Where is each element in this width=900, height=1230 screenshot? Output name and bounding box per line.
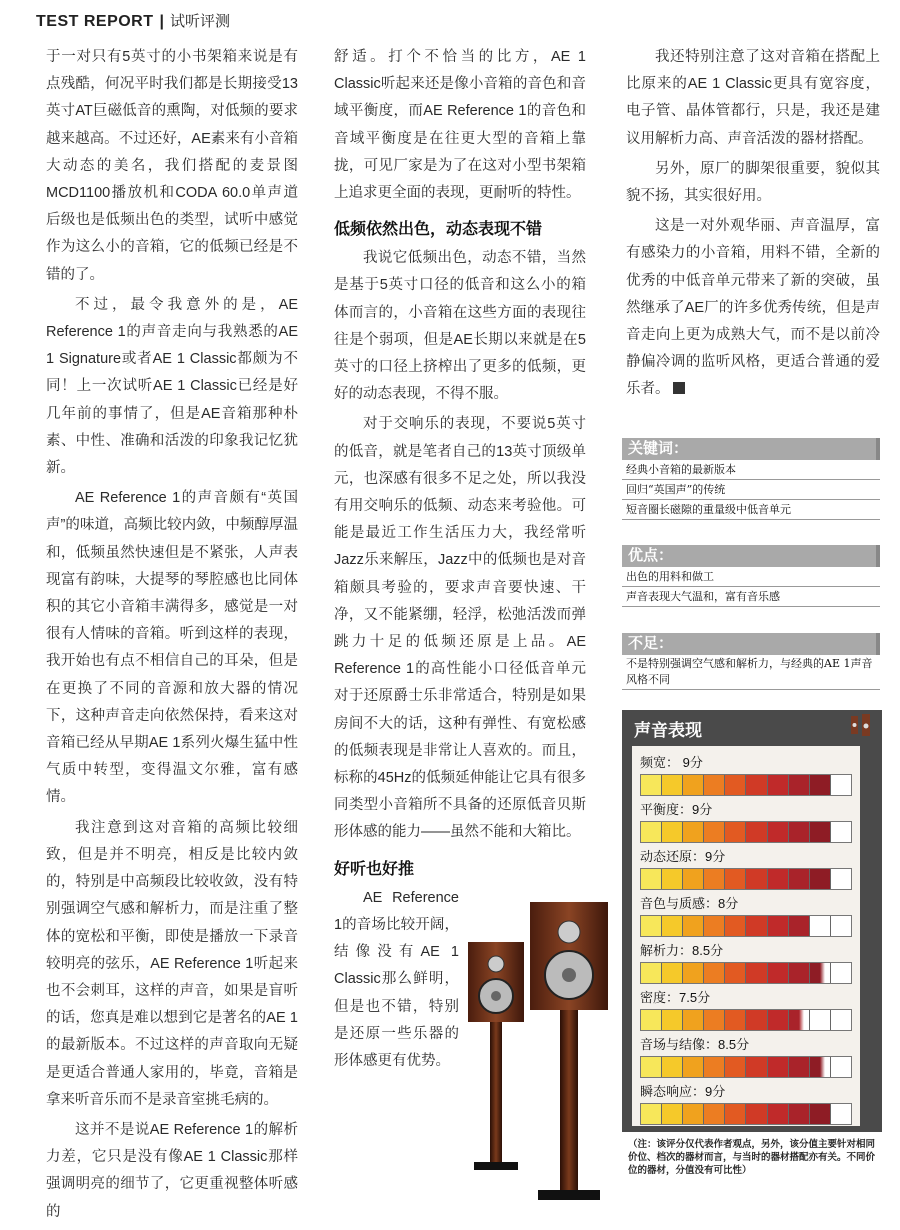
score-segment (704, 963, 725, 983)
score-segment (704, 1104, 725, 1124)
score-segment (810, 963, 831, 983)
score-label: 音色与质感：8分 (640, 896, 739, 911)
score-segment (662, 1010, 683, 1030)
subheading: 低频依然出色，动态表现不错 (334, 221, 543, 239)
score-bar (640, 821, 852, 843)
score-row (640, 752, 852, 796)
score-segment (662, 963, 683, 983)
paragraph-text: 这是一对外观华丽、声音温厚，富有感染力的小音箱，用料不错，全新的优秀的中低音单元带来了新的突破，虽然继承了AE厂的许多优秀传统，但是声音走向上更为成熟大气，而不是以前冷静偏冷调的监听风格，更适合普通的爱乐者。 (626, 218, 880, 398)
cons-title: 不足： (622, 633, 880, 655)
score-segment (704, 1010, 725, 1030)
score-segment (789, 1010, 810, 1030)
con-item: 不是特别强调空气感和解析力，与经典的AE 1声音风格不同 (622, 655, 880, 690)
score-segment (662, 869, 683, 889)
score-segment (746, 916, 767, 936)
paragraph: 另外，原厂的脚架很重要，貌似其貌不扬，其实很好用。 (626, 160, 880, 205)
score-segment (704, 1057, 725, 1077)
article-column-3 (626, 44, 880, 407)
section-category: 试听评测 (170, 13, 231, 30)
score-segment (641, 775, 662, 795)
score-segment (789, 775, 810, 795)
pros-title: 优点： (622, 545, 880, 567)
keyword-item: 回归“英国声”的传统 (622, 480, 880, 500)
score-title: 声音表现 (634, 721, 702, 740)
paragraph: AE Reference 1的声音颇有“英国声”的味道，高频比较内敛，中频醇厚温和，低频虽然快速但是不紧张，人声表现富有韵味，大提琴的琴腔感也比同体积的其它小音箱丰满得多，感觉是一对很有人情味的音箱。听到这样的表现，我开始也有点不相信自己的耳朵，但是在更换了不同的音源和放大器的情况下，这种声音走向依然保持，看来这对音箱已经从早期AE 1系列火爆生猛中性气质中转型，变得温文尔雅，富有感情。 (46, 490, 298, 806)
score-label: 频宽： 9分 (640, 755, 703, 770)
speaker-photo (460, 880, 620, 1225)
score-segment (810, 1010, 831, 1030)
score-row (640, 799, 852, 843)
pro-item: 声音表现大气温和，富有音乐感 (622, 587, 880, 607)
score-bar (640, 1056, 852, 1078)
score-row (640, 1081, 852, 1125)
paragraph: 舒适。打个不恰当的比方，AE 1 Classic听起来还是像小音箱的音色和音域平衡度，而AE Reference 1的音色和音域平衡度是在往更大型的音箱上靠拢，可见厂家是为了在这对小型书架箱上追求更全面的表现，更耐听的特性。 (334, 49, 586, 202)
score-segment (683, 822, 704, 842)
score-segment (746, 1104, 767, 1124)
score-segment (746, 963, 767, 983)
score-segment (768, 1104, 789, 1124)
score-segment (641, 822, 662, 842)
score-segment (831, 822, 851, 842)
score-segment (768, 963, 789, 983)
speaker-thumbnail-icon (848, 714, 874, 736)
paragraph: 对于交响乐的表现，不要说5英寸的低音，就是笔者自己的13英寸顶级单元，也深感有很多不足之处，所以我没有用交响乐的低频、动态来考验他。可能是最近工作生活压力大，我经常听Jazz乐来解压，Jazz中的低频也是对音箱颇具考验的，要求声音要快速、干净，又不能紧绷，轻浮，松弛活泼而弹跳力十足的低频还原是上品。AE Reference 1的高性能小口径低音单元对于还原爵士乐非常适合，特别是如果房间不大的话，这种有弹性、有宽松感的低频表现是非常让人喜欢的。而且，标称的45Hz的低频延伸能让它具有很多同类型小音箱所不具备的还原低音贝斯形体感的能力——虽然不能和大箱比。 (334, 416, 586, 841)
article-column-1 (46, 44, 298, 1229)
score-segment (768, 1010, 789, 1030)
score-segment (683, 869, 704, 889)
score-segment (725, 916, 746, 936)
paragraph: AE Reference 1的音场比较开阔，结像没有AE 1 Classic那么鲜明，但是也不错，特别是还原一些乐器的形体感更有优势。 (334, 889, 459, 1069)
keyword-item: 短音圈长磁隙的重量级中低音单元 (622, 500, 880, 520)
score-segment (768, 916, 789, 936)
paragraph: 我说它低频出色，动态不错，当然是基于5英寸口径的低音和这么小的箱体而言的，小音箱在这些方面的表现往往是个弱项，但是AE长期以来就是在5英寸的口径上挤榨出了更多的低频，更好的动态表现，不得不服。 (334, 250, 586, 403)
score-segment (831, 1104, 851, 1124)
keywords-title: 关键词： (622, 438, 880, 460)
score-bar (640, 1103, 852, 1125)
score-label: 解析力：8.5分 (640, 943, 724, 958)
score-segment (768, 775, 789, 795)
score-segment (641, 916, 662, 936)
cons-box (622, 633, 880, 690)
score-segment (725, 963, 746, 983)
score-segment (704, 916, 725, 936)
score-segment (746, 775, 767, 795)
score-label: 音场与结像：8.5分 (640, 1037, 750, 1052)
score-segment (810, 822, 831, 842)
pro-item: 出色的用料和做工 (622, 567, 880, 587)
score-segment (725, 822, 746, 842)
score-segment (831, 963, 851, 983)
score-segment (662, 1104, 683, 1124)
score-bar (640, 1009, 852, 1031)
sound-score-panel (622, 710, 882, 1132)
score-segment (725, 775, 746, 795)
score-segment (683, 963, 704, 983)
keywords-box (622, 438, 880, 520)
page-header (36, 10, 230, 32)
score-segment (704, 822, 725, 842)
score-segment (831, 775, 851, 795)
score-segment (725, 869, 746, 889)
score-segment (768, 1057, 789, 1077)
score-segment (641, 963, 662, 983)
score-segment (725, 1057, 746, 1077)
score-segment (662, 916, 683, 936)
score-segment (683, 916, 704, 936)
pros-box (622, 545, 880, 607)
score-segment (704, 775, 725, 795)
score-segment (641, 1057, 662, 1077)
score-segment (831, 1010, 851, 1030)
score-segment (789, 822, 810, 842)
score-segment (683, 1010, 704, 1030)
header-separator: | (159, 13, 164, 30)
score-segment (641, 1010, 662, 1030)
score-segment (746, 869, 767, 889)
score-segment (746, 822, 767, 842)
score-row (640, 987, 852, 1031)
score-label: 动态还原：9分 (640, 849, 726, 864)
score-label: 瞬态响应：9分 (640, 1084, 726, 1099)
score-segment (789, 1104, 810, 1124)
score-segment (768, 822, 789, 842)
score-row (640, 893, 852, 937)
score-segment (831, 869, 851, 889)
section-label: TEST REPORT (36, 13, 154, 30)
score-segment (810, 1104, 831, 1124)
score-segment (725, 1010, 746, 1030)
paragraph: 我还特别注意了这对音箱在搭配上比原来的AE 1 Classic更具有宽容度，电子管、晶体管都行，只是，我还是建议用解析力高、声音活泼的器材搭配。 (626, 49, 880, 147)
score-segment (831, 1057, 851, 1077)
end-mark-icon (673, 382, 685, 394)
score-bar (640, 915, 852, 937)
score-segment (662, 775, 683, 795)
score-bar (640, 868, 852, 890)
score-segment (746, 1010, 767, 1030)
score-bar (640, 962, 852, 984)
score-segment (831, 916, 851, 936)
score-segment (810, 775, 831, 795)
score-segment (789, 916, 810, 936)
paragraph: 于一对只有5英寸的小书架箱来说是有点残酷，何况平时我们都是长期接受13英寸AT巨磁低音的熏陶，对低频的要求越来越高。不过还好，AE素来有小音箱大动态的美名，我们搭配的麦景图MCD1100播放机和CODA 60.0单声道后级也是低频出色的类型，试听中感觉作为这么小的音箱，它的低频已经是不错的了。 (46, 49, 298, 283)
paragraph: 这并不是说AE Reference 1的解析力差，它只是没有像AE 1 Classic那样强调明亮的细节了，它更重视整体听感的 (46, 1121, 298, 1220)
score-segment (683, 1057, 704, 1077)
score-segment (662, 822, 683, 842)
score-segment (683, 1104, 704, 1124)
score-segment (768, 869, 789, 889)
score-segment (810, 916, 831, 936)
score-segment (641, 1104, 662, 1124)
paragraph (626, 213, 880, 403)
score-segment (810, 1057, 831, 1077)
score-segment (641, 869, 662, 889)
score-segment (725, 1104, 746, 1124)
score-segment (746, 1057, 767, 1077)
score-segment (704, 869, 725, 889)
score-segment (789, 963, 810, 983)
score-row (640, 846, 852, 890)
score-segment (789, 1057, 810, 1077)
subheading: 好听也好推 (334, 860, 415, 878)
score-label: 平衡度：9分 (640, 802, 713, 817)
keyword-item: 经典小音箱的最新版本 (622, 460, 880, 480)
paragraph: 我注意到这对音箱的高频比较细致，但是并不明亮，相反是比较内敛的，特别是中高频段比较收敛，没有特别强调空气感和解析力，而是注重了整体的宽松和平衡，即使是播放一下录音较明亮的弦乐，AE Reference 1听起来也不会刺耳，这样的声音，如果是盲听的话，您真是难以想到它是著名的AE 1的最新版本。不过这样的声音取向无疑是更适合普通人家用的，毕竟，音箱是拿来听音乐而不是录音室挑毛病的。 (46, 819, 298, 1108)
score-bar (640, 774, 852, 796)
score-segment (810, 869, 831, 889)
score-rows (632, 746, 860, 1126)
score-segment (789, 869, 810, 889)
score-footnote: （注：该评分仅代表作者观点，另外，该分值主要针对相同价位、档次的器材而言，与当时的器材搭配亦有关。不同价位的器材，分值没有可比性） (628, 1139, 876, 1176)
score-segment (683, 775, 704, 795)
score-row (640, 940, 852, 984)
score-label: 密度：7.5分 (640, 990, 711, 1005)
score-segment (662, 1057, 683, 1077)
score-row (640, 1034, 852, 1078)
paragraph: 不过，最令我意外的是，AE Reference 1的声音走向与我熟悉的AE 1 Signature或者AE 1 Classic都颇为不同！上一次试听AE 1 Classic已经是好几年前的事情了，但是AE音箱那种朴素、中性、准确和活泼的印象我记忆犹新。 (46, 296, 298, 477)
